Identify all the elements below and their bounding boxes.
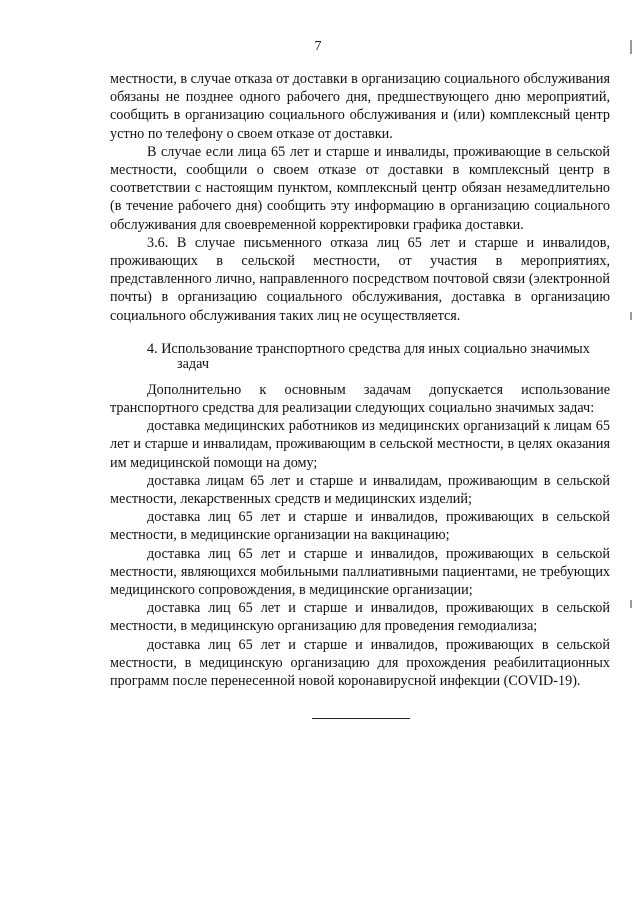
scan-edge-mark (630, 40, 632, 54)
page-number: 7 (314, 39, 322, 54)
list-item: доставка лиц 65 лет и старше и инвалидов, проживающих в сельской местности, являющихся мобильными паллиативными пациентами, не требующих медицинского сопровождения, в медицинские организации; (110, 545, 610, 599)
section-4-heading-line1: 4. Использование транспортного средства для иных социально значимых (147, 340, 590, 357)
scan-edge-mark (630, 600, 632, 608)
list-item: доставка лицам 65 лет и старше и инвалидам, проживающим в сельской местности, лекарственных средств и медицинских изделий; (110, 472, 610, 508)
end-separator-line (312, 718, 410, 719)
list-item: доставка медицинских работников из медицинских организаций к лицам 65 лет и старше и инвалидам, проживающим в сельской местности, в целях оказания им медицинской помощи на дому; (110, 418, 610, 471)
scan-edge-mark (630, 312, 632, 320)
document-body (110, 70, 610, 690)
paragraph-continuation: местности, в случае отказа от доставки в организацию социального обслуживания обязаны не позднее одного рабочего дня, предшествующего дню мероприятий, сообщить в организацию социального обслуживания и (или) комплексный центр устно по телефону о своем отказе от доставки. (110, 71, 610, 142)
list-item: доставка лиц 65 лет и старше и инвалидов, проживающих в сельской местности, в медицинскую организацию для прохождения реабилитационных программ после перенесенной новой коронавирусной инфекции (COVID-19). (110, 636, 610, 690)
section-4-heading-line2: задач (177, 356, 209, 373)
section-4-intro: Дополнительно к основным задачам допускается использование транспортного средства для реализации следующих социально значимых задач: (110, 381, 610, 417)
list-item: доставка лиц 65 лет и старше и инвалидов, проживающих в сельской местности, в медицинские организации на вакцинацию; (110, 509, 610, 544)
section-4-heading (110, 342, 610, 373)
paragraph-refusal-notice: В случае если лица 65 лет и старше и инвалиды, проживающие в сельской местности, сообщили о своем отказе от доставки в комплексный центр в соответствии с настоящим пунктом, комплексный центр обязан незамедлительно (в течение рабочего дня) сообщить эту информацию в организацию социального обслуживания для своевременной корректировки графика доставки. (110, 143, 610, 233)
paragraph-clause-3-6: 3.6. В случае письменного отказа лиц 65 лет и старше и инвалидов, проживающих в сельской местности, от участия в мероприятиях, представленного лично, направленного посредством почтовой связи (электронной почты) в организацию социального обслуживания, доставка в организацию социального обслуживания таких лиц не осуществляется. (110, 234, 610, 324)
list-item: доставка лиц 65 лет и старше и инвалидов, проживающих в сельской местности, в медицинскую организацию для проведения гемодиализа; (110, 600, 610, 635)
